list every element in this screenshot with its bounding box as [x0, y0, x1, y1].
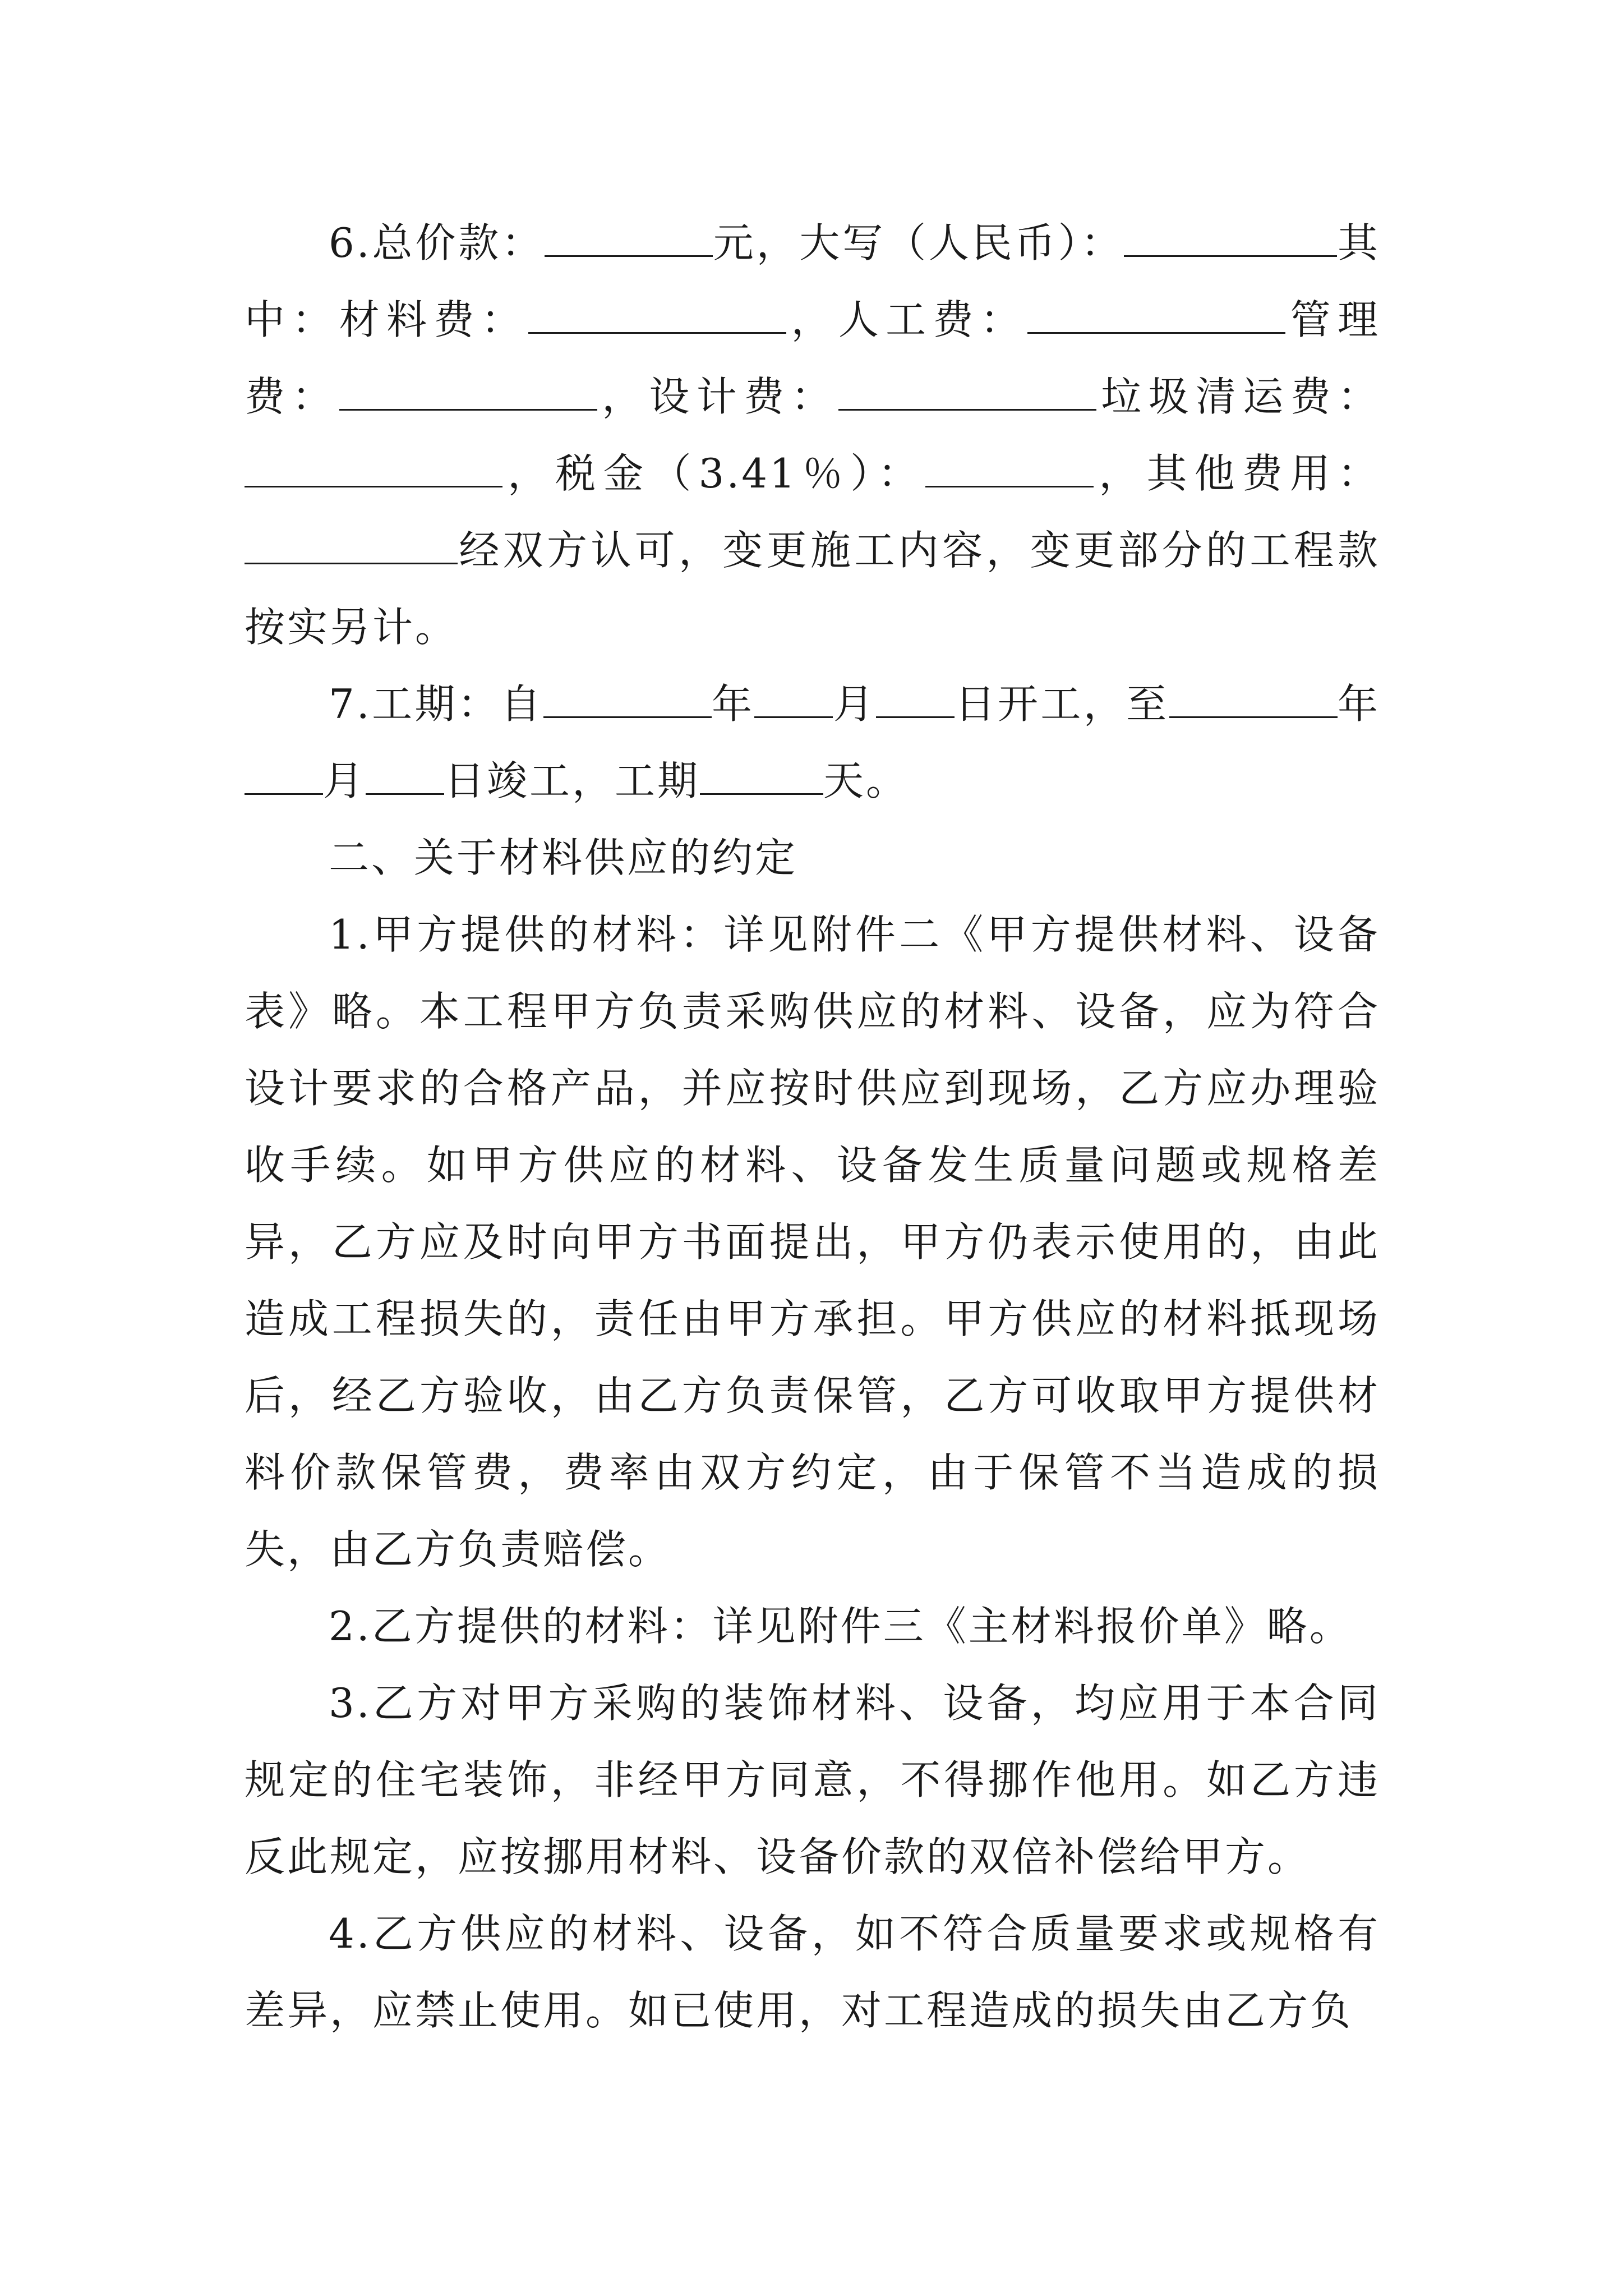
blank-amount-in-words[interactable]: [1124, 216, 1337, 257]
blank-other-fees[interactable]: [245, 523, 458, 564]
blank-end-day[interactable]: [366, 754, 444, 795]
blank-start-month[interactable]: [754, 677, 833, 718]
management-fee-label: 管理费：: [245, 296, 1380, 420]
blank-tax[interactable]: [925, 447, 1094, 487]
other-fees-label: ，其他费用：: [1094, 450, 1380, 497]
waste-removal-fee-label: 垃圾清运费：: [1096, 373, 1380, 420]
year-label-2: 年: [1337, 680, 1380, 728]
blank-material-fee[interactable]: [528, 293, 786, 334]
clause-item-1: 1.甲方提供的材料：详见附件二《甲方提供材料、设备表》略。本工程甲方负责采购供应的材料、设备，应为符合设计要求的合格产品，并应按时供应到现场，乙方应办理验收手续。如甲方供应的材料、设备发生质量问题或规格差异，乙方应及时向甲方书面提出，甲方仍表示使用的，由此造成工程损失的，责任由甲方承担。甲方供应的材料抵现场后，经乙方验收，由乙方负责保管，乙方可收取甲方提供材料价款保管费，费率由双方约定，由于保管不当造成的损失，由乙方负责赔偿。: [245, 911, 1380, 1573]
month-label-2: 月: [323, 757, 366, 804]
labor-fee-label: ，人工费：: [786, 296, 1028, 343]
blank-start-year[interactable]: [543, 677, 712, 718]
year-label: 年: [711, 680, 755, 728]
blank-start-day[interactable]: [876, 677, 955, 718]
blank-labor-fee[interactable]: [1027, 293, 1285, 334]
blank-end-year[interactable]: [1169, 677, 1338, 718]
design-fee-label: ，设计费：: [597, 373, 838, 420]
document-body: [245, 205, 1380, 2049]
clause-item-4: 4.乙方供应的材料、设备，如不符合质量要求或规格有差异，应禁止使用。如已使用，对工程造成的损失由乙方负: [245, 1910, 1380, 2034]
section-heading-materials: 二、关于材料供应的约定: [329, 834, 798, 881]
change-clause-text: 经双方认可，变更施工内容，变更部分的工程款按实另计。: [245, 527, 1380, 651]
completion-label: 日竣工，工期: [444, 757, 700, 804]
clause-item-2: 2.乙方提供的材料：详见附件三《主材料报价单》略。: [329, 1603, 1352, 1650]
blank-duration-days[interactable]: [700, 754, 823, 795]
start-label: 日开工，至: [955, 680, 1169, 728]
paragraph-construction-period: [245, 666, 1380, 820]
material-fee-label: 其中：材料费：: [245, 219, 1380, 343]
tax-label: ，税金（3.41％）：: [502, 450, 926, 497]
month-label: 月: [833, 680, 877, 728]
total-price-label: 6.总价款：: [329, 219, 545, 266]
paragraph-total-price: [245, 205, 1380, 666]
blank-total-amount[interactable]: [545, 216, 713, 257]
blank-design-fee[interactable]: [838, 370, 1096, 411]
clause-item-3: 3.乙方对甲方采购的装饰材料、设备，均应用于本合同规定的住宅装饰，非经甲方同意，不得挪作他用。如乙方违反此规定，应按挪用材料、设备价款的双倍补偿给甲方。: [245, 1680, 1380, 1880]
blank-management-fee[interactable]: [339, 370, 597, 411]
blank-waste-removal-fee[interactable]: [245, 447, 502, 487]
blank-end-month[interactable]: [245, 754, 323, 795]
period-label: 7.工期：自: [329, 680, 543, 728]
amount-in-words-label: 元，大写（人民币）：: [712, 219, 1124, 266]
days-label: 天。: [823, 757, 909, 804]
